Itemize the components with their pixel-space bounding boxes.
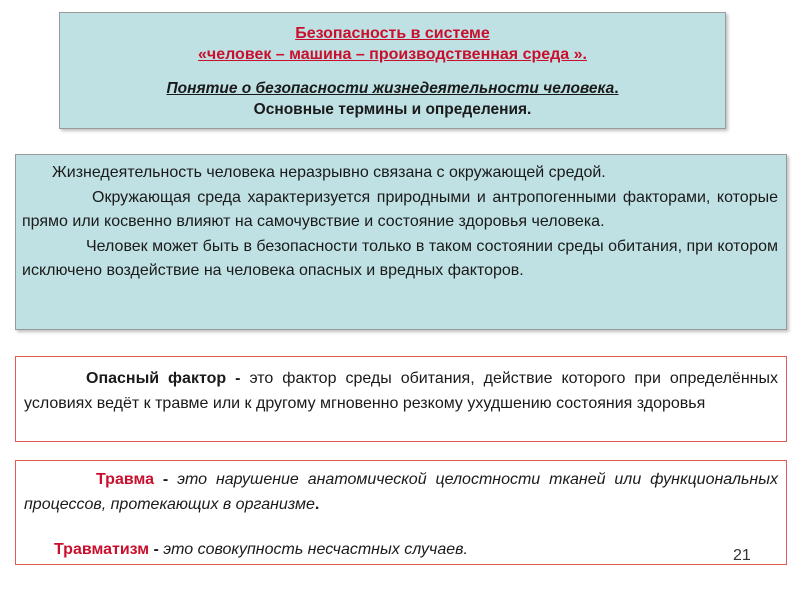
trauma-definition: это нарушение анатомической целостности тканей или функциональных процессов, протекающих в организме [24,471,779,513]
trauma-definition-box [15,460,787,565]
main-paragraph-1: Жизнедеятельность человека неразрывно связана с окружающей средой. [52,164,606,181]
title-line-2: «человек – машина – производственная среда ». [198,46,587,63]
subtitle-concept-end: . [614,80,619,97]
main-paragraph-2: Окружающая среда характеризуется природными и антропогенными факторами, которые прямо или косвенно влияют на самочувствие и состояние здоровья человека. [22,188,778,230]
traumatism-paragraph [24,537,778,562]
subtitle-concept-text: Понятие о безопасности жизнедеятельности человека [166,80,615,97]
page-number: 21 [733,547,751,564]
trauma-term: Травма [96,471,154,488]
hazard-definition: это фактор среды обитания, действие которого при определённых условиях ведёт к травме или к другому мгновенно резкому ухудшению состояния здоровья [24,370,778,412]
subtitle-terms: Основные термины и определения. [253,101,532,118]
trauma-end: . [314,496,320,513]
subtitle-concept [60,79,725,99]
hazard-paragraph [24,366,778,416]
hazard-term: Опасный фактор - [86,370,241,387]
trauma-paragraph [24,467,778,517]
trauma-dash: - [153,471,178,488]
main-text-box [15,154,787,330]
main-paragraph-3: Человек может быть в безопасности только в таком состоянии среды обитания, при котором исключено воздействие на человека опасных и вредных факторов. [22,237,778,279]
title-line-1: Безопасность в системе [295,25,490,42]
hazard-definition-box [15,356,787,442]
traumatism-term: Травматизм [54,541,150,558]
title-box [59,12,726,129]
traumatism-dash: - [149,541,164,558]
traumatism-definition: это совокупность несчастных случаев. [163,541,468,558]
